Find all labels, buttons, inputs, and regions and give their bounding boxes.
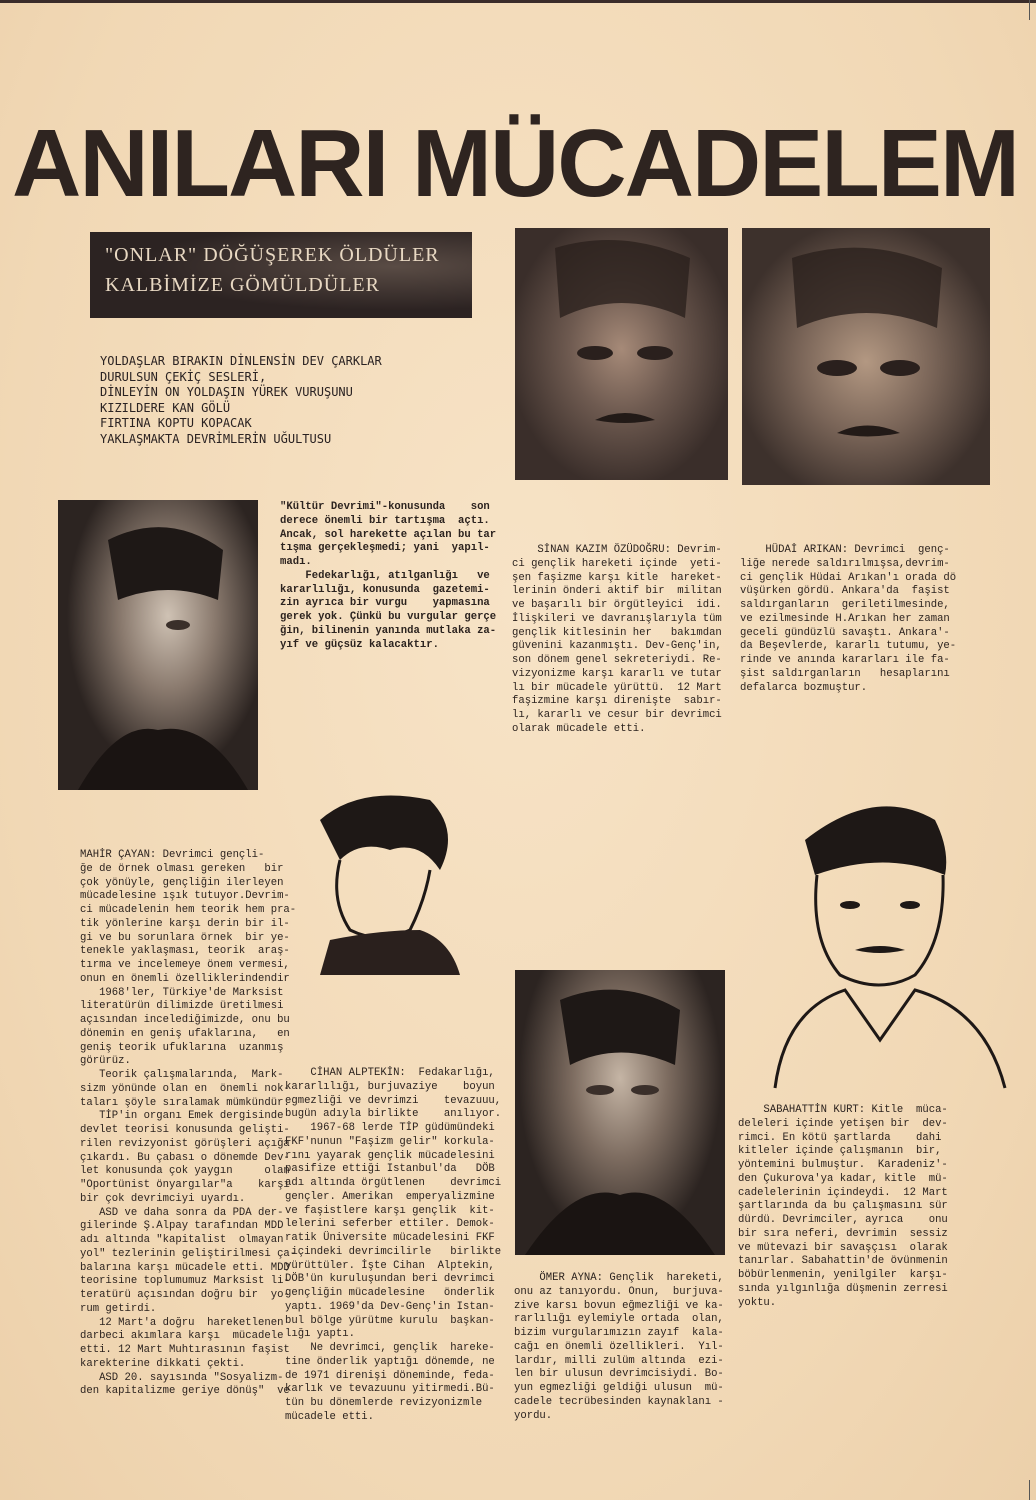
article-sabahattin-kurt: SABAHATTİN KURT: Kitle müca- deleleri içinde yetişen bir dev- rimci. En kötü şartlarda dahi kitleler içinde çalışmanın bir, yöntemini bulmuştur. Karadeniz'- den Çukurova'ya kadar, kitle mü- cadelelerinin içindeydi. 12 Mart şartlarında da bu çalışmasını sür dürdü. Devrimciler, ayrıca onu bir sıra neferi, devrimin sessiz ve mütevazi bir savaşçısı olarak tanırlar. Sabahattin'de övünmenin böbürlenmenin, yenilgiler karşı- sında yılgınlığa düşmenin zerresi yoktu. bbox=[738, 1104, 948, 1309]
banner-line-1: "ONLAR" DÖĞÜŞEREK ÖLDÜLER bbox=[105, 244, 440, 266]
poem: YOLDAŞLAR BIRAKIN DİNLENSİN DEV ÇARKLAR DURULSUN ÇEKİÇ SESLERİ, DİNLEYİN ON YOLDAŞIN YÜREK VURUŞUNU KIZILDERE KAN GÖLÜ FIRTINA KOPTU KOPACAK YAKLAŞMAKTA DEVRİMLERİN UĞULTUSU bbox=[100, 354, 382, 446]
article-omer-ayna: ÖMER AYNA: Gençlik hareketi, onu az tanıyordu. Onun, burjuva- zive karsı bovun eğmezliği ve ka- rarlılığı eylemiyle ortada olan, bizim vurgularımızın zayıf kala- cağı en önemli özellikleri. Yıl- lardır, milli zulüm altında ezi- len bir ulusun devrimcisiydi. Bo- yun egmezliği geldiği ulusun mü- cadele tecrübesinden kaynaklanı - yordu. bbox=[514, 1272, 724, 1422]
photo-portrait-mahir bbox=[58, 500, 258, 790]
article-kultur-devrimi: "Kültür Devrimi"-konusunda son derece önemli bir tartışma açtı. Ancak, sol harekette açılan bu tar tışma gerçekleşmedi; yani yapıl- madı. Fedekarlığı, atılganlığı ve kararlılığı, konusunda gazetemi- zin ayrıca bir vurgu yapmasına gerek yok. Çünkü bu vurgular gerçe ğin, bilinenin yanında mutlaka za- yıf ve güçsüz kalacaktır. bbox=[280, 501, 497, 651]
headline-banner bbox=[90, 232, 472, 318]
crop-mark bbox=[1029, 1480, 1030, 1500]
drawing-portrait-cihan bbox=[300, 780, 465, 975]
article-cihan-alptekin: CİHAN ALPTEKİN: Fedakarlığı, kararlılığı, burjuvaziye boyun egmezliği ve devrimzi tevazuuu, bugün adıyla birlikte anılıyor. 1967-68 lerde TİP güdümündeki FKF'nunun "Faşizm gelir" korkula- rını yayarak gençlik mücadelesini pasifize ettiği Istanbul'da DÖB adı altında örgütlenen devrimci gençler. Amerikan emperyalizmine ve faşistlere karşı gençlik kit- lelerini seferber ettiler. Demok- ratik Üniversite mücadelesini FKF içindeki devrimcilirle birlikte yürüttüler. İşte Cihan Alptekin, DÖB'ün kuruluşundan beri devrimci gençliğin mücadelesine önderlik yaptı. 1969'da Dev-Genç'in Istan- bul bölge yürütme kurulu başkan- lığı yaptı. Ne devrimci, gençlik hareke- tine önderlik yaptığı dönemde, ne de 1971 direnişi döneminde, feda- karlık ve tevazuunu yitirmedi.Bü- tün bu dönemlerde revizyonizmle mücadele etti. bbox=[285, 1067, 502, 1423]
page-title: ANILARI MÜCADELEM bbox=[12, 110, 1018, 217]
drawing-portrait-sabahattin bbox=[765, 780, 1015, 1090]
page-top-border bbox=[0, 0, 1036, 3]
article-hudai-arikan: HÜDAİ ARIKAN: Devrimci genç- liğe nerede saldırılmışsa,devrim- ci gençlik Hüdai Arıkan'ı orada dö vüşürken gördü. Ankara'da faşist saldırganların geriletilmesinde, ve ezilmesinde H.Arıkan her zaman geceli gündüzlü savaştı. Ankara'- da Beşevlerde, kararlı tutumu, ye- rinde ve anında kararları ile fa- şist saldırganların hesaplarını defalarca bozmuştur. bbox=[740, 544, 957, 694]
photo-portrait-omer bbox=[515, 970, 725, 1255]
banner-line-2: KALBİMİZE GÖMÜLDÜLER bbox=[105, 274, 380, 296]
article-mahir-cayan: MAHİR ÇAYAN: Devrimci gençli- ğe de örnek olması gereken bir çok yönüyle, gençliğin ilerleyen mücadelesine ışık tutuyor.Devrim- ci mücadelenin hem teorik hem pra- tik yönlerine karşı derin bir il- gi ve bu sorunlara örnek bir ye- tenekle yaklaşması, teorik araş- tırma ve incelemeye önem vermesi, onun en önemli özelliklerindendir 1968'ler, Türkiye'de Marksist literatürün dilimizde üretilmesi açısından incelediğimizde, onu bu dönemin en geniş ufaklarına, en geniş teorik ufuklarına uzanmış görürüz. Teorik çalışmalarında, Mark- sizm yönünde olan en önemli nok- taları şöyle sıralamak mümkündür. TİP'in organı Emek dergisinde devlet teorisi konusunda gelişti- rilen revizyonist görüşleri açığa çıkardı. Bu çabası o dönemde Dev- let konusunda çok yaygın olan "Oportünist önyargılar"a karşı bir çok devrimciyi uyardı. ASD ve daha sonra da PDA der- gilerinde Ş.Alpay tarafından MDD adı altında "kapitalist olmayan yol" tezlerinin geliştirilmesi ça- balarına karşı mücadele etti. MDD teorisine toplumumuz Marksist li- teratürü açısından doğru bir yo- rum getirdi. 12 Mart'a doğru hareketlenen darbeci akımlara karşı mücadele etti. 12 Mart Muhtırasının faşist karekterine dikkati çekti. ASD 20. sayısında "Sosyalizm- den kapitalizme geriye dönüş" ve bbox=[80, 849, 297, 1398]
article-sinan-kazim-ozudogru: SİNAN KAZIM ÖZÜDOĞRU: Devrim- ci gençlik hareketi içinde yeti- şen faşizme karşı kitle hareket- lerinin önderi aktif bir militan ve başarılı bir örgütleyici idi. İlişkileri ve davranışlarıyla tüm gençlik kitlesinin her bakımdan güvenini kazanmıştı. Dev-Genç'in, son dönem genel sekreteriydi. Re- vizyonizme karşı kararlı ve tutar lı bir mücadele yürüttü. 12 Mart faşizmine karşı direnişte sabır- lı, kararlı ve cesur bir devrimci olarak mücadele etti. bbox=[512, 544, 722, 735]
photo-portrait-hudai bbox=[742, 228, 990, 485]
crop-mark bbox=[1029, 0, 1030, 20]
photo-portrait-sinan bbox=[515, 228, 728, 480]
